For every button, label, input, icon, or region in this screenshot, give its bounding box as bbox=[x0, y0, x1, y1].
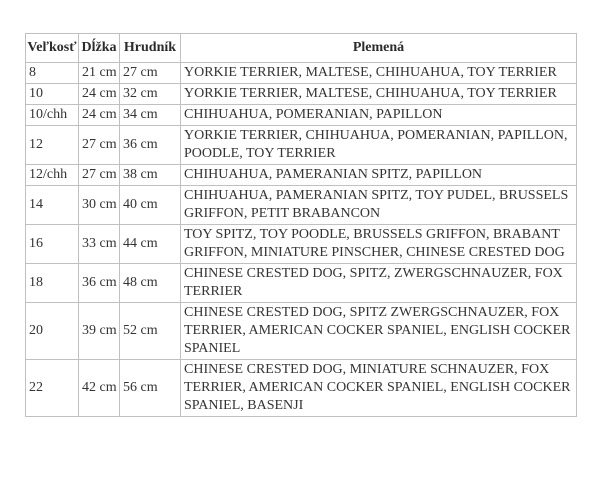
table-row bbox=[26, 186, 577, 225]
size-value: 12/chh bbox=[26, 165, 79, 186]
column-header-breeds: Plemená bbox=[181, 34, 577, 63]
chest-value: 40 cm bbox=[120, 186, 181, 225]
table-row bbox=[26, 126, 577, 165]
breeds-value: CHINESE CRESTED DOG, SPITZ ZWERGSCHNAUZER, FOX TERRIER, AMERICAN COCKER SPANIEL, ENGLISH COCKER SPANIEL bbox=[181, 303, 577, 360]
breeds-value: CHINESE CRESTED DOG, MINIATURE SCHNAUZER, FOX TERRIER, AMERICAN COCKER SPANIEL, ENGLISH COCKER SPANIEL, BASENJI bbox=[181, 360, 577, 417]
size-chart-table bbox=[25, 33, 577, 417]
breeds-value: YORKIE TERRIER, MALTESE, CHIHUAHUA, TOY TERRIER bbox=[181, 63, 577, 84]
table-row bbox=[26, 165, 577, 186]
length-value: 27 cm bbox=[79, 165, 120, 186]
length-value: 24 cm bbox=[79, 105, 120, 126]
size-value: 10/chh bbox=[26, 105, 79, 126]
table-row bbox=[26, 84, 577, 105]
breeds-value: CHIHUAHUA, POMERANIAN, PAPILLON bbox=[181, 105, 577, 126]
chest-value: 32 cm bbox=[120, 84, 181, 105]
breeds-value: YORKIE TERRIER, MALTESE, CHIHUAHUA, TOY TERRIER bbox=[181, 84, 577, 105]
chest-value: 38 cm bbox=[120, 165, 181, 186]
column-header-chest: Hrudník bbox=[120, 34, 181, 63]
size-value: 18 bbox=[26, 264, 79, 303]
table-row bbox=[26, 105, 577, 126]
breeds-value: TOY SPITZ, TOY POODLE, BRUSSELS GRIFFON, BRABANT GRIFFON, MINIATURE PINSCHER, CHINESE CRESTED DOG bbox=[181, 225, 577, 264]
chest-value: 34 cm bbox=[120, 105, 181, 126]
table-row bbox=[26, 63, 577, 84]
breeds-value: CHIHUAHUA, PAMERANIAN SPITZ, TOY PUDEL, BRUSSELS GRIFFON, PETIT BRABANCON bbox=[181, 186, 577, 225]
chest-value: 36 cm bbox=[120, 126, 181, 165]
size-value: 16 bbox=[26, 225, 79, 264]
size-value: 10 bbox=[26, 84, 79, 105]
column-header-size: Veľkosť bbox=[26, 34, 79, 63]
size-value: 20 bbox=[26, 303, 79, 360]
length-value: 27 cm bbox=[79, 126, 120, 165]
breeds-value: YORKIE TERRIER, CHIHUAHUA, POMERANIAN, PAPILLON, POODLE, TOY TERRIER bbox=[181, 126, 577, 165]
table-row bbox=[26, 225, 577, 264]
length-value: 42 cm bbox=[79, 360, 120, 417]
chest-value: 56 cm bbox=[120, 360, 181, 417]
length-value: 39 cm bbox=[79, 303, 120, 360]
size-value: 22 bbox=[26, 360, 79, 417]
length-value: 30 cm bbox=[79, 186, 120, 225]
breeds-value: CHINESE CRESTED DOG, SPITZ, ZWERGSCHNAUZER, FOX TERRIER bbox=[181, 264, 577, 303]
table-row bbox=[26, 303, 577, 360]
chest-value: 44 cm bbox=[120, 225, 181, 264]
column-header-length: Dĺžka bbox=[79, 34, 120, 63]
size-value: 14 bbox=[26, 186, 79, 225]
length-value: 33 cm bbox=[79, 225, 120, 264]
length-value: 24 cm bbox=[79, 84, 120, 105]
size-value: 8 bbox=[26, 63, 79, 84]
size-value: 12 bbox=[26, 126, 79, 165]
chest-value: 52 cm bbox=[120, 303, 181, 360]
table-row bbox=[26, 264, 577, 303]
table-row bbox=[26, 360, 577, 417]
header-row bbox=[26, 34, 577, 63]
chest-value: 48 cm bbox=[120, 264, 181, 303]
breeds-value: CHIHUAHUA, PAMERANIAN SPITZ, PAPILLON bbox=[181, 165, 577, 186]
length-value: 21 cm bbox=[79, 63, 120, 84]
length-value: 36 cm bbox=[79, 264, 120, 303]
chest-value: 27 cm bbox=[120, 63, 181, 84]
